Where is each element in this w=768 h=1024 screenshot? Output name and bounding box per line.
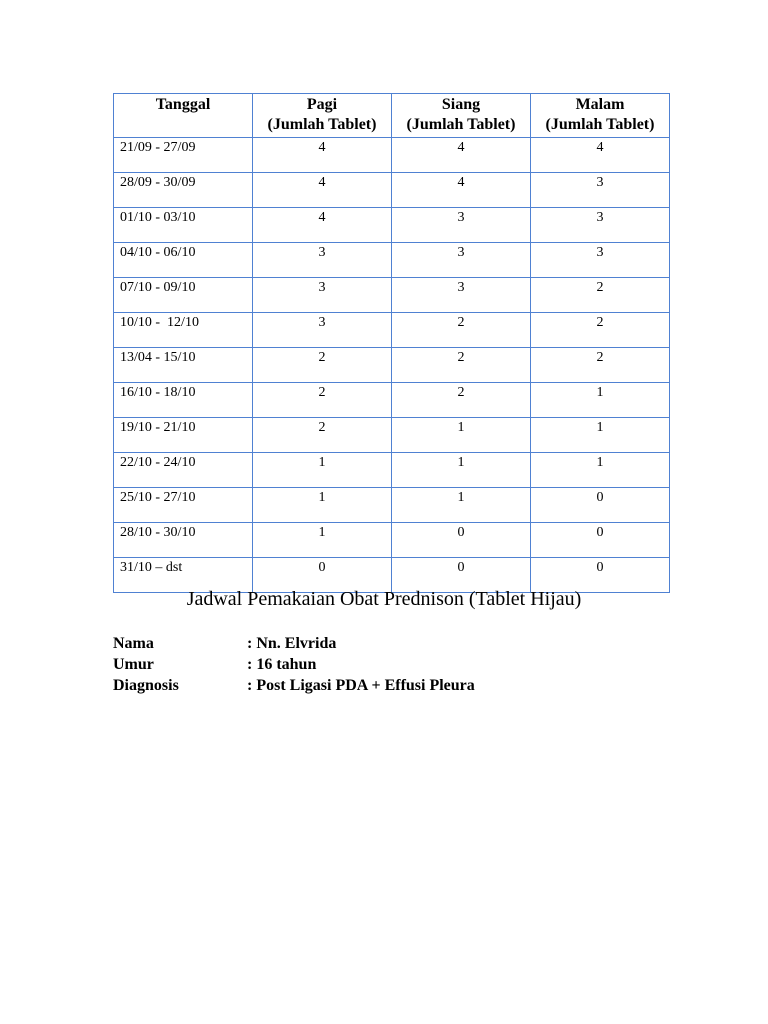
cell-siang: 3 [392,278,531,313]
cell-siang: 1 [392,418,531,453]
patient-diagnosis-label: Diagnosis [113,677,179,694]
cell-pagi: 4 [253,208,392,243]
cell-tanggal: 10/10 - 12/10 [114,313,253,348]
table-row [114,173,670,208]
cell-malam: 1 [531,383,670,418]
cell-tanggal: 31/10 – dst [114,558,253,593]
cell-siang: 4 [392,138,531,173]
table-row [114,488,670,523]
cell-pagi: 1 [253,453,392,488]
header-siang-sublabel: (Jumlah Tablet) [406,116,516,133]
header-siang [392,94,531,138]
table-row [114,278,670,313]
table-header-row [114,94,670,138]
cell-siang: 2 [392,383,531,418]
cell-malam: 0 [531,523,670,558]
cell-pagi: 3 [253,278,392,313]
cell-pagi: 2 [253,383,392,418]
header-pagi [253,94,392,138]
header-malam [531,94,670,138]
cell-malam: 4 [531,138,670,173]
cell-tanggal: 19/10 - 21/10 [114,418,253,453]
patient-info [113,633,475,696]
table-row [114,208,670,243]
cell-siang: 1 [392,453,531,488]
cell-siang: 3 [392,208,531,243]
cell-malam: 2 [531,313,670,348]
cell-pagi: 1 [253,488,392,523]
cell-malam: 0 [531,488,670,523]
header-siang-label: Siang [441,96,481,113]
table-row [114,138,670,173]
cell-pagi: 4 [253,173,392,208]
cell-malam: 1 [531,418,670,453]
patient-diagnosis-value: : Post Ligasi PDA + Effusi Pleura [247,677,475,694]
cell-tanggal: 07/10 - 09/10 [114,278,253,313]
header-pagi-sublabel: (Jumlah Tablet) [267,116,377,133]
header-malam-sublabel: (Jumlah Tablet) [545,116,655,133]
patient-name-value: : Nn. Elvrida [247,635,337,652]
cell-siang: 3 [392,243,531,278]
cell-tanggal: 13/04 - 15/10 [114,348,253,383]
prednison-schedule-table [113,93,670,593]
cell-tanggal: 21/09 - 27/09 [114,138,253,173]
table-row [114,243,670,278]
cell-malam: 3 [531,243,670,278]
cell-pagi: 2 [253,348,392,383]
patient-diagnosis-row [113,675,475,696]
cell-malam: 2 [531,278,670,313]
table-row [114,313,670,348]
patient-age-value: : 16 tahun [247,656,317,673]
cell-pagi: 0 [253,558,392,593]
cell-tanggal: 28/10 - 30/10 [114,523,253,558]
document-title: Jadwal Pemakaian Obat Prednison (Tablet Hijau) [186,588,582,610]
cell-tanggal: 28/09 - 30/09 [114,173,253,208]
table-row [114,383,670,418]
cell-malam: 0 [531,558,670,593]
cell-siang: 0 [392,523,531,558]
cell-tanggal: 04/10 - 06/10 [114,243,253,278]
cell-siang: 2 [392,348,531,383]
table-row [114,453,670,488]
cell-pagi: 2 [253,418,392,453]
table-row [114,418,670,453]
cell-tanggal: 01/10 - 03/10 [114,208,253,243]
cell-siang: 4 [392,173,531,208]
header-malam-label: Malam [575,96,625,113]
cell-malam: 3 [531,173,670,208]
cell-siang: 2 [392,313,531,348]
cell-siang: 1 [392,488,531,523]
cell-tanggal: 25/10 - 27/10 [114,488,253,523]
header-tanggal [114,94,253,138]
table-row [114,348,670,383]
cell-malam: 1 [531,453,670,488]
patient-name-label: Nama [113,635,154,652]
cell-tanggal: 16/10 - 18/10 [114,383,253,418]
cell-pagi: 3 [253,313,392,348]
table-body [114,138,670,593]
cell-malam: 2 [531,348,670,383]
cell-tanggal: 22/10 - 24/10 [114,453,253,488]
cell-malam: 3 [531,208,670,243]
cell-pagi: 3 [253,243,392,278]
cell-pagi: 4 [253,138,392,173]
header-pagi-label: Pagi [306,96,338,113]
table-row [114,523,670,558]
patient-name-row [113,633,475,654]
patient-age-label: Umur [113,656,154,673]
header-tanggal-label: Tanggal [155,96,211,113]
cell-pagi: 1 [253,523,392,558]
cell-siang: 0 [392,558,531,593]
patient-age-row [113,654,475,675]
